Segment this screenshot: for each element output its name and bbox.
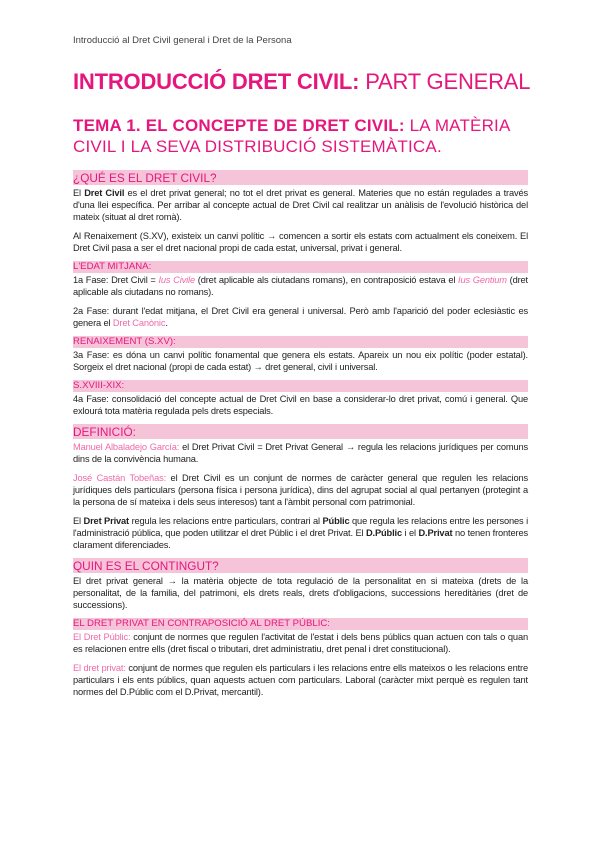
paragraph	[73, 662, 528, 698]
topic-title-light: LA MATÈRIA CIVIL I LA SEVA DISTRIBUCIÓ SISTEMÀTICA.	[73, 116, 510, 156]
paragraph	[73, 349, 528, 373]
text-run: regula les relacions entre particulars, contrari al	[129, 516, 323, 526]
paragraph	[73, 274, 528, 298]
paragraph	[73, 441, 528, 465]
page-title	[73, 69, 530, 95]
paragraph	[73, 631, 528, 655]
paragraph: El dret privat general → la matèria objecte de tota regulació de la personalitat en si mateixa (drets de la personalitat, de la familia, del patrimoni, els drets reals, drets d'obligacions, successions hereditàries (dret de successions).	[73, 576, 528, 610]
topic-title	[73, 115, 529, 157]
text-run: es dóna un canvi polític fonamental que genera els estats. Apareix un nou eix polític (poder estatal). Sorgeix el dret nacional (propi de cada estat) → dret general, civil i universal.	[73, 350, 528, 372]
text-run: el Dret Privat Civil = Dret Privat General → regula les relacions jurídiques per comuns dins de la convivència humana.	[73, 442, 528, 464]
subsection-heading-segles: S.XVIII-XIX:	[73, 380, 528, 392]
phase-label: 1a Fase:	[73, 275, 109, 285]
paragraph	[73, 305, 528, 329]
page-title-light: PART GENERAL	[359, 69, 531, 94]
text-run: Dret Civil =	[108, 275, 159, 285]
highlight-term: Ius Civile	[158, 275, 195, 285]
bold-term: D.Privat	[418, 528, 453, 538]
bold-term: D.Públic	[365, 528, 402, 538]
author-name: José Castán Tobeñas:	[73, 473, 167, 483]
section-heading-definicio: DEFINICIÓ:	[73, 424, 528, 439]
author-name: Manuel Albaladejo García:	[73, 442, 180, 452]
paragraph	[73, 187, 528, 223]
running-header: Introducció al Dret Civil general i Dret de la Persona	[73, 35, 292, 46]
text-run: el Dret Civil es un conjunt de normes de caràcter general que regulen les relacions jurídiques dels particulars (persona física i persona jurídica), dins del agrupat social al qual pertanyen (protegint a la persona de sí mateixa i dels seus interesos) tant a l'àmbit personal com patrimonial.	[73, 473, 529, 507]
text-run: El	[73, 516, 84, 526]
phase-label: 3a Fase:	[73, 350, 110, 360]
paragraph	[73, 393, 528, 417]
highlight-term: Dret Canònic	[112, 318, 166, 328]
section-heading-que-es: ¿QUÉ ES EL DRET CIVIL?	[73, 170, 528, 185]
section-heading-contingut: QUIN ES EL CONTINGUT?	[73, 558, 528, 573]
paragraph	[73, 472, 528, 508]
highlight-term: Ius Gentium	[458, 275, 507, 285]
bold-term: Públic	[322, 516, 350, 526]
page-title-bold: INTRODUCCIÓ DRET CIVIL:	[73, 69, 360, 94]
text-run: .	[165, 318, 168, 328]
term-label: El dret privat:	[73, 663, 126, 673]
text-run: es el dret privat general; no tot el dret privat es general. Materies que no están regulades a través d'una llei específica. Per arribar al concepte actual de Dret Civil cal realitzar un anàlisis de l'evolució històrica del mateix (situat al dret romà).	[73, 188, 528, 222]
text-run: El	[73, 188, 85, 198]
topic-title-bold: TEMA 1. EL CONCEPTE DE DRET CIVIL:	[73, 116, 405, 135]
phase-label: 2a Fase:	[73, 306, 110, 316]
text-run: (dret aplicable als ciutadans romans), en contraposició estava el	[195, 275, 459, 285]
subsection-heading-edat-mitjana: L'EDAT MITJANA:	[73, 261, 528, 273]
subsection-heading-renaixement: RENAIXEMENT (S.XV):	[73, 336, 528, 348]
text-run: i el	[401, 528, 419, 538]
paragraph: Al Renaixement (S.XV), existeix un canvi polític → comencen a sortir els estats com actualment els coneixem. El Dret Civil pasa a ser el dret nacional propi de cada estat, universal, privat i general.	[73, 231, 528, 253]
text-run: consolidació del concepte actual de Dret Civil en base a considerar-lo dret privat, comú i general. Que exlourá tota matèria regulada pels drets especials.	[73, 394, 528, 416]
document-body	[73, 170, 528, 705]
text-run: (dret aplicable als ciutadans no romans).	[73, 275, 528, 297]
term-label: El Dret Públic:	[73, 632, 131, 642]
text-run: que regula les relacions entre les persones i l'administració pública, que poden utilitzar el dret Públic i el dret Privat. El	[73, 516, 528, 538]
bold-term: Dret Civil	[84, 188, 125, 198]
text-run: no tenen fronteres clarament diferenciades.	[73, 528, 528, 550]
text-run: durant l'edat mitjana, el Dret Civil era general i universal. Però amb l'aparició del poder eclesiàstic es genera el	[73, 306, 528, 328]
subsection-heading-contraposicio: EL DRET PRIVAT EN CONTRAPOSICIÓ AL DRET PÚBLIC:	[73, 618, 528, 630]
text-run: conjunt de normes que regulen els particulars i les relacions entre ells mateixos o les relacions entre particulars i els ents públics, quan aquests actuen com particulars. Laboral (caràcter mixt perquè es regulen tant normes del D.Públic com el D.Privat, mercantil).	[73, 663, 528, 697]
bold-term: Dret Privat	[83, 516, 130, 526]
phase-label: 4a Fase:	[73, 394, 109, 404]
paragraph	[73, 515, 528, 551]
text-run: conjunt de normes que regulen l'activitat de l'estat i dels bens públics quan actuen con tals o quan es relacionen entre ells (dret fiscal o tributari, dret administratiu, dret penal i dret constitucional).	[73, 632, 528, 654]
